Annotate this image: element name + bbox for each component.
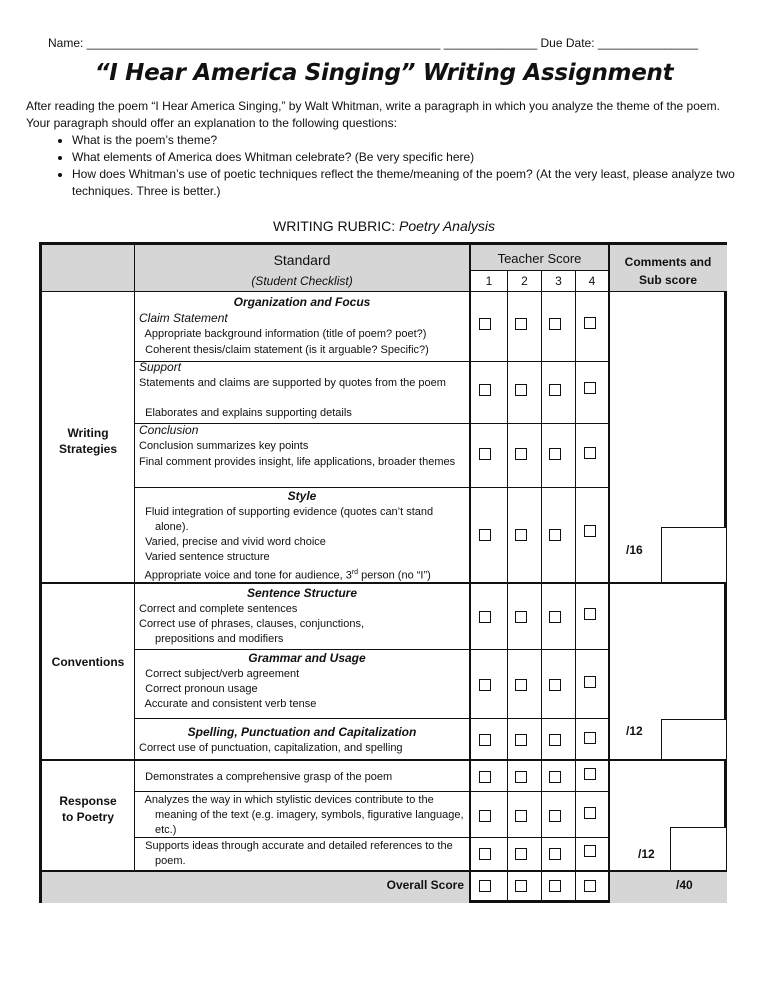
score-checkbox[interactable] (479, 384, 491, 396)
checklist-item (139, 697, 467, 712)
checklist-item-text: Varied sentence structure (145, 551, 270, 563)
checklist-item (139, 455, 459, 470)
score-checkbox[interactable] (479, 810, 491, 822)
section-grammar-usage: Grammar and Usage (248, 651, 366, 665)
score-checkbox[interactable] (479, 771, 491, 783)
checklist-item-text: Correct use of phrases, clauses, conjunctions, prepositions and modifiers (139, 618, 365, 645)
checklist-item-text: Conclusion summarizes key points (139, 440, 309, 452)
checklist-item (139, 793, 467, 838)
checklist-header: (Student Checklist) (251, 274, 353, 288)
question-item: • What elements of America does Whitman celebrate? (Be very specific here) (72, 149, 742, 166)
section-support: Support (139, 360, 182, 374)
ordinal-suffix: rd (351, 569, 359, 576)
score-checkbox[interactable] (584, 447, 596, 459)
rubric-title (0, 218, 768, 234)
checklist-item (139, 667, 467, 682)
score-checkbox[interactable] (549, 679, 561, 691)
checklist-item-text: Correct use of punctuation, capitalization, and spelling (139, 742, 403, 754)
checklist-item-text: Elaborates and explains supporting details (145, 407, 352, 419)
score-checkbox[interactable] (584, 768, 596, 780)
checklist-item-text: Demonstrates a comprehensive grasp of the poem (145, 771, 393, 783)
checklist-item-text: Correct pronoun usage (145, 683, 258, 695)
question-list (26, 132, 742, 200)
checklist-item-text: Statements and claims are supported by quotes from the poem (139, 377, 446, 389)
grid-line (134, 245, 135, 872)
score-checkbox[interactable] (479, 448, 491, 460)
overall-score-total: /40 (676, 878, 693, 892)
subscore-writing-label: /16 (626, 543, 643, 557)
grid-line (575, 271, 576, 903)
grid-line (134, 718, 609, 719)
checklist-item (139, 439, 467, 454)
subscore-conventions-label: /12 (626, 724, 643, 738)
checklist-item-text: Supports ideas through accurate and detailed references to the poem. (145, 840, 453, 867)
instructions-text: After reading the poem “I Hear America Singing,” by Walt Whitman, write a paragraph in which you analyze the theme of the poem. Your paragraph should offer an explanation to the following questions: (26, 99, 720, 130)
score-checkbox[interactable] (479, 679, 491, 691)
question-item: • How does Whitman’s use of poetic techniques reflect the theme/meaning of the poem? (At the very least, please analyze two techniques. Three is better.) (72, 166, 742, 200)
score-col-3: 3 (555, 274, 562, 288)
score-checkbox[interactable] (479, 611, 491, 623)
score-col-4: 4 (588, 274, 596, 288)
score-checkbox[interactable] (479, 318, 491, 330)
checklist-item (139, 406, 467, 421)
score-checkbox[interactable] (479, 848, 491, 860)
checklist-item-text: person (no “I”) (358, 569, 431, 582)
score-checkbox[interactable] (515, 771, 527, 783)
score-checkbox[interactable] (584, 608, 596, 620)
score-col-1: 1 (485, 274, 493, 288)
checklist-item (139, 343, 467, 358)
score-checkbox[interactable] (584, 807, 596, 819)
checklist-item-text: Appropriate background information (title of poem? poet?) (144, 328, 427, 340)
grid-line (608, 245, 610, 903)
score-checkbox[interactable] (549, 810, 561, 822)
score-checkbox[interactable] (549, 529, 561, 541)
grid-line (469, 245, 471, 903)
rubric-table (39, 242, 727, 903)
rubric-title-main: WRITING RUBRIC: (273, 218, 396, 234)
score-checkbox[interactable] (515, 848, 527, 860)
checklist-item-text: Correct subject/verb agreement (145, 668, 300, 680)
score-checkbox[interactable] (479, 734, 491, 746)
grid-line (134, 649, 609, 650)
checklist-item-text: Appropriate voice and tone for audience, 3 (144, 569, 352, 582)
checklist-item (139, 682, 467, 697)
category-writing-strategies: Writing Strategies (58, 426, 118, 456)
score-checkbox[interactable] (584, 676, 596, 688)
grid-line (134, 791, 609, 792)
score-checkbox[interactable] (515, 611, 527, 623)
overall-score-label: Overall Score (386, 878, 464, 892)
checklist-item-text: Correct and complete sentences (139, 603, 298, 615)
score-checkbox[interactable] (549, 771, 561, 783)
checklist-item (139, 617, 389, 647)
score-checkbox[interactable] (584, 525, 596, 537)
score-checkbox[interactable] (549, 848, 561, 860)
overall-checkbox[interactable] (584, 880, 596, 892)
checklist-item (139, 550, 467, 565)
section-spelling-punctuation: Spelling, Punctuation and Capitalization (187, 725, 417, 739)
grid-line (42, 870, 727, 872)
comments-header: Comments and Sub score (624, 255, 712, 287)
score-checkbox[interactable] (584, 845, 596, 857)
subscore-response-box[interactable] (670, 827, 727, 871)
score-checkbox[interactable] (515, 384, 527, 396)
score-checkbox[interactable] (515, 679, 527, 691)
subscore-conventions-box[interactable] (661, 719, 727, 760)
subscore-response-label: /12 (638, 847, 655, 861)
score-col-2: 2 (521, 274, 528, 288)
score-checkbox[interactable] (515, 734, 527, 746)
checklist-item-text: Accurate and consistent verb tense (144, 698, 317, 710)
standard-header: Standard (273, 252, 331, 268)
question-item: • What is the poem’s theme? (72, 132, 742, 149)
score-checkbox[interactable] (515, 448, 527, 460)
overall-checkbox[interactable] (515, 880, 527, 892)
score-checkbox[interactable] (515, 318, 527, 330)
score-checkbox[interactable] (549, 734, 561, 746)
checklist-item-text: Fluid integration of supporting evidence (quotes can’t stand alone). (145, 506, 434, 533)
checklist-item-text: Final comment provides insight, life applications, broader themes (139, 456, 456, 468)
overall-checkbox[interactable] (479, 880, 491, 892)
score-checkbox[interactable] (549, 448, 561, 460)
score-checkbox[interactable] (549, 318, 561, 330)
due-date-field[interactable]: _______________ (597, 36, 698, 50)
rubric-title-sub: Poetry Analysis (399, 218, 495, 234)
checklist-item (139, 535, 467, 550)
checklist-item (139, 565, 467, 584)
category-response-to-poetry: Response to Poetry (59, 794, 117, 824)
score-checkbox[interactable] (584, 382, 596, 394)
checklist-item (139, 839, 467, 869)
checklist-item-text: Varied, precise and vivid word choice (145, 536, 326, 548)
grid-line (134, 423, 609, 424)
section-organization-focus: Organization and Focus (233, 295, 371, 309)
section-conclusion: Conclusion (139, 423, 199, 437)
checklist-item-text: Analyzes the way in which stylistic devices contribute to the meaning of the text (e.g. imagery, symbols, figurative language, etc.) (144, 794, 464, 836)
teacher-score-header: Teacher Score (497, 251, 582, 266)
instructions (26, 98, 742, 200)
overall-shade (609, 872, 727, 903)
checklist-item (139, 770, 467, 785)
checklist-item (139, 376, 454, 391)
page-title: “I Hear America Singing” Writing Assignment (94, 60, 674, 86)
section-sentence-structure: Sentence Structure (246, 586, 358, 600)
score-checkbox[interactable] (549, 384, 561, 396)
grid-line (42, 759, 727, 761)
grid-line (541, 271, 542, 903)
score-checkbox[interactable] (549, 611, 561, 623)
grid-line (134, 361, 609, 362)
category-conventions: Conventions (51, 655, 125, 669)
section-claim-statement: Claim Statement (139, 311, 228, 325)
header-shade (42, 245, 135, 292)
overall-checkbox[interactable] (549, 880, 561, 892)
score-checkbox[interactable] (584, 317, 596, 329)
score-checkbox[interactable] (479, 529, 491, 541)
name-due-line (48, 36, 698, 50)
grid-line (469, 270, 609, 271)
grid-line (507, 271, 508, 903)
name-field[interactable]: _____________________________________________________ ______________ (86, 36, 538, 50)
score-checkbox[interactable] (584, 732, 596, 744)
grid-line (134, 487, 609, 488)
checklist-item (139, 505, 464, 535)
due-date-label: Due Date: (540, 36, 595, 50)
checklist-item (139, 741, 467, 756)
score-checkbox[interactable] (515, 529, 527, 541)
checklist-item (139, 602, 467, 617)
grid-line (42, 291, 727, 292)
section-style: Style (287, 489, 317, 503)
name-label: Name: (48, 36, 84, 50)
checklist-item-text: Coherent thesis/claim statement (is it arguable? Specific?) (145, 344, 429, 356)
checklist-item (139, 327, 467, 342)
score-checkbox[interactable] (515, 810, 527, 822)
subscore-writing-box[interactable] (661, 527, 727, 583)
